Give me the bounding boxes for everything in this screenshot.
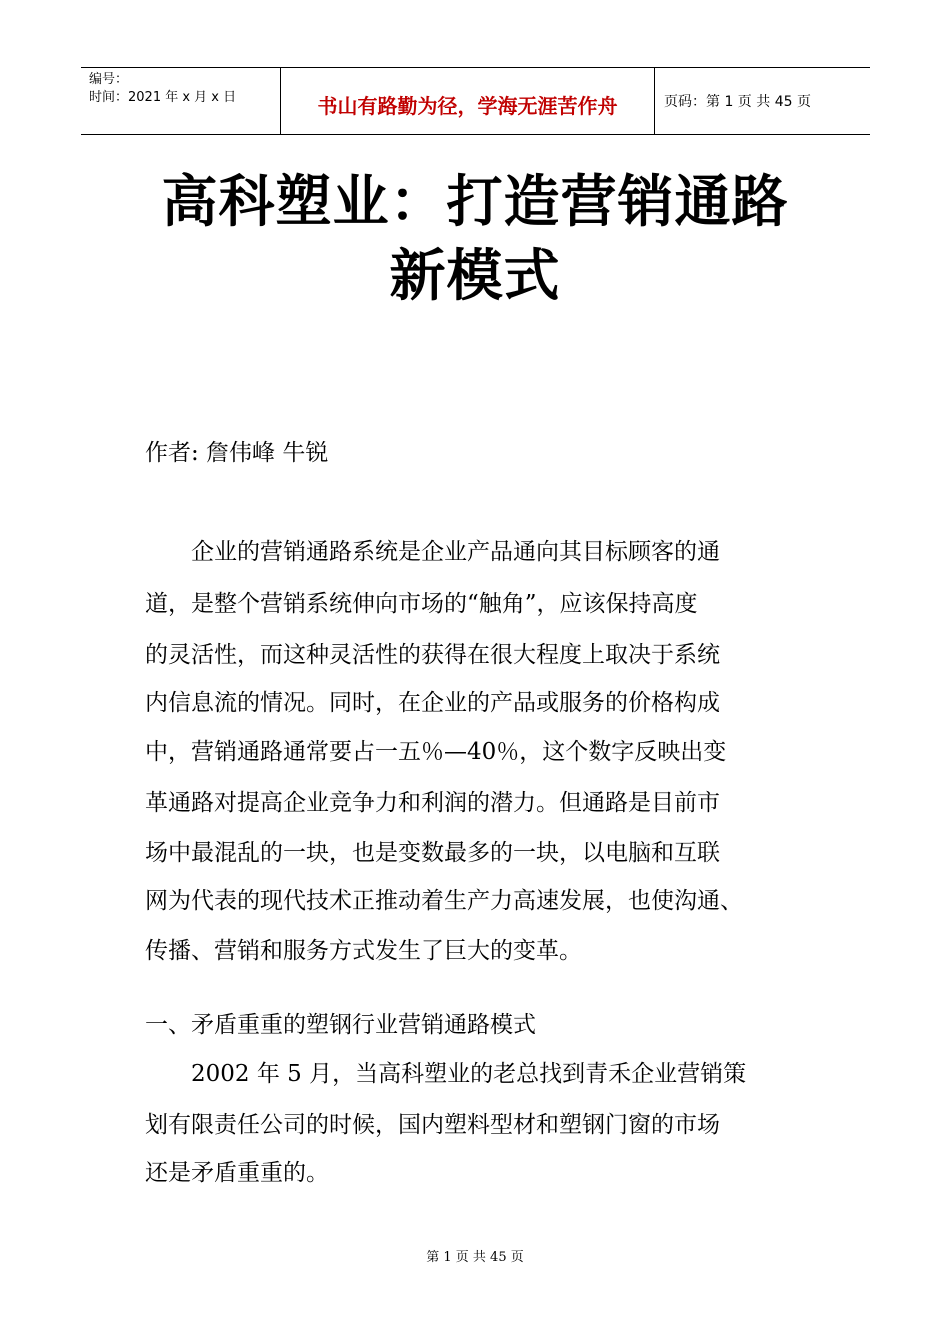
- header-meta: [81, 68, 281, 134]
- document-header: [81, 67, 870, 135]
- paragraph-line: 道，是整个营销系统伸向市场的“触角”，应该保持高度: [145, 591, 698, 617]
- number-label: 编号：: [89, 72, 129, 87]
- paragraph-line: 2002 年 5 月，当高科塑业的老总找到青禾企业营销策: [191, 1061, 747, 1087]
- paragraph-line: 中，营销通路通常要占一五％—40％，这个数字反映出变: [145, 739, 727, 765]
- section-heading: 一、矛盾重重的塑钢行业营销通路模式: [145, 1012, 536, 1038]
- paragraph-line: 内信息流的情况。同时，在企业的产品或服务的价格构成: [145, 690, 720, 716]
- header-motto: 书山有路勤为径，学海无涯苦作舟: [317, 93, 618, 118]
- paragraph-line: 企业的营销通路系统是企业产品通向其目标顾客的通: [191, 539, 720, 565]
- paragraph-line: 网为代表的现代技术正推动着生产力高速发展，也使沟通、: [145, 888, 743, 914]
- paragraph-line: 划有限责任公司的时候，国内塑料型材和塑钢门窗的市场: [145, 1112, 720, 1138]
- paragraph-line: 场中最混乱的一块，也是变数最多的一块，以电脑和互联: [145, 840, 720, 866]
- time-label: 时间：2021 年 x 月 x 日: [89, 90, 237, 105]
- paragraph-line: 革通路对提高企业竞争力和利润的潜力。但通路是目前市: [145, 790, 720, 816]
- header-page-info: 页码：第 1 页 共 45 页: [664, 94, 811, 110]
- paragraph-line: 的灵活性，而这种灵活性的获得在很大程度上取决于系统: [145, 642, 720, 668]
- paragraph-line: 传播、营销和服务方式发生了巨大的变革。: [145, 938, 582, 964]
- document-title-line-1: 高科塑业：打造营销通路: [161, 169, 789, 235]
- header-motto-cell: [281, 68, 655, 134]
- page-footer: 第 1 页 共 45 页: [426, 1250, 524, 1265]
- paragraph-line: 还是矛盾重重的。: [145, 1160, 329, 1186]
- document-title-line-2: 新模式: [389, 243, 561, 309]
- author-line: 作者: 詹伟峰 牛锐: [145, 440, 329, 466]
